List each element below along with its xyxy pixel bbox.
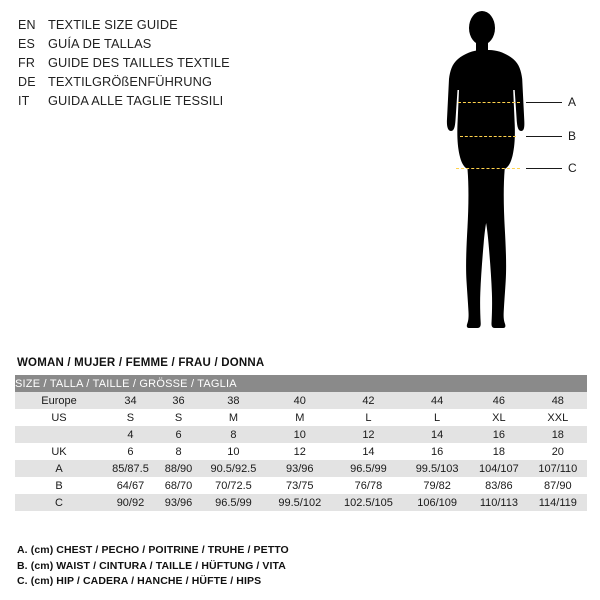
table-cell: 18 bbox=[469, 443, 529, 460]
table-row bbox=[15, 477, 587, 494]
table-row bbox=[15, 409, 587, 426]
table-cell: 90/92 bbox=[103, 494, 158, 511]
table-cell: XL bbox=[469, 409, 529, 426]
language-title: TEXTILGRÖßENFÜHRUNG bbox=[48, 74, 212, 89]
table-cell: 46 bbox=[469, 392, 529, 409]
table-cell: 38 bbox=[199, 392, 268, 409]
table-row bbox=[15, 443, 587, 460]
table-cell: 40 bbox=[268, 392, 332, 409]
language-row bbox=[18, 92, 318, 110]
measurement-notes bbox=[17, 543, 577, 590]
female-silhouette-icon bbox=[430, 6, 590, 376]
marker-line-c bbox=[526, 168, 562, 169]
row-label: Europe bbox=[15, 392, 103, 409]
language-title: GUIDA ALLE TAGLIE TESSILI bbox=[48, 93, 224, 108]
row-label: C bbox=[15, 494, 103, 511]
table-cell: 107/110 bbox=[529, 460, 587, 477]
table-cell: 12 bbox=[332, 426, 405, 443]
marker-label-c: C bbox=[568, 161, 577, 175]
row-label: UK bbox=[15, 443, 103, 460]
marker-label-b: B bbox=[568, 129, 577, 143]
table-cell: 14 bbox=[332, 443, 405, 460]
note-chest: A. (cm) CHEST / PECHO / POITRINE / TRUHE / PETTO bbox=[17, 544, 289, 556]
table-header-cell: SIZE / TALLA / TAILLE / GRÖSSE / TAGLIA bbox=[15, 375, 587, 392]
table-cell: 99.5/102 bbox=[268, 494, 332, 511]
table-cell: 102.5/105 bbox=[332, 494, 405, 511]
table-cell: 99.5/103 bbox=[405, 460, 469, 477]
table-cell: M bbox=[268, 409, 332, 426]
language-title-block bbox=[18, 16, 318, 111]
table-cell: 8 bbox=[199, 426, 268, 443]
table-cell: 8 bbox=[158, 443, 199, 460]
table-cell: 70/72.5 bbox=[199, 477, 268, 494]
table-cell: 6 bbox=[158, 426, 199, 443]
table-cell: 79/82 bbox=[405, 477, 469, 494]
note-hip: C. (cm) HIP / CADERA / HANCHE / HÜFTE / HIPS bbox=[17, 575, 262, 587]
row-label: US bbox=[15, 409, 103, 426]
size-table-section bbox=[15, 357, 587, 511]
table-cell: 83/86 bbox=[469, 477, 529, 494]
table-cell: 12 bbox=[268, 443, 332, 460]
language-title: GUIDE DES TAILLES TEXTILE bbox=[48, 55, 230, 70]
table-cell: 76/78 bbox=[332, 477, 405, 494]
table-row bbox=[15, 460, 587, 477]
language-title: TEXTILE SIZE GUIDE bbox=[48, 17, 178, 32]
table-cell: 48 bbox=[529, 392, 587, 409]
table-cell: M bbox=[199, 409, 268, 426]
table-cell: 104/107 bbox=[469, 460, 529, 477]
table-cell: 96.5/99 bbox=[332, 460, 405, 477]
body-figure bbox=[430, 6, 590, 376]
table-row bbox=[15, 426, 587, 443]
table-cell: 34 bbox=[103, 392, 158, 409]
language-row bbox=[18, 16, 318, 34]
language-code: IT bbox=[18, 94, 30, 108]
table-cell: 68/70 bbox=[158, 477, 199, 494]
language-code: DE bbox=[18, 75, 36, 89]
table-cell: 114/119 bbox=[529, 494, 587, 511]
table-cell: 93/96 bbox=[158, 494, 199, 511]
table-cell: 10 bbox=[199, 443, 268, 460]
marker-line-a bbox=[526, 102, 562, 103]
table-cell: 87/90 bbox=[529, 477, 587, 494]
table-cell: 16 bbox=[469, 426, 529, 443]
language-row bbox=[18, 73, 318, 91]
table-cell: 96.5/99 bbox=[199, 494, 268, 511]
table-cell: 64/67 bbox=[103, 477, 158, 494]
table-cell: S bbox=[158, 409, 199, 426]
table-cell: 18 bbox=[529, 426, 587, 443]
table-row bbox=[15, 494, 587, 511]
table-row bbox=[15, 392, 587, 409]
table-header-row bbox=[15, 375, 587, 392]
table-cell: 14 bbox=[405, 426, 469, 443]
table-cell: L bbox=[405, 409, 469, 426]
table-cell: 44 bbox=[405, 392, 469, 409]
table-cell: 110/113 bbox=[469, 494, 529, 511]
table-cell: 20 bbox=[529, 443, 587, 460]
table-cell: 93/96 bbox=[268, 460, 332, 477]
table-cell: 73/75 bbox=[268, 477, 332, 494]
table-cell: S bbox=[103, 409, 158, 426]
table-cell: 6 bbox=[103, 443, 158, 460]
language-row bbox=[18, 35, 318, 53]
size-table bbox=[15, 375, 587, 511]
measure-line-hip bbox=[456, 168, 520, 169]
table-cell: XXL bbox=[529, 409, 587, 426]
measure-line-waist bbox=[460, 136, 516, 137]
table-cell: 4 bbox=[103, 426, 158, 443]
table-cell: 106/109 bbox=[405, 494, 469, 511]
row-label bbox=[15, 426, 103, 443]
language-code: ES bbox=[18, 37, 36, 51]
table-cell: 16 bbox=[405, 443, 469, 460]
language-code: FR bbox=[18, 56, 36, 70]
table-cell: 88/90 bbox=[158, 460, 199, 477]
table-cell: L bbox=[332, 409, 405, 426]
marker-line-b bbox=[526, 136, 562, 137]
table-cell: 90.5/92.5 bbox=[199, 460, 268, 477]
language-title: GUÍA DE TALLAS bbox=[48, 36, 152, 51]
row-label: B bbox=[15, 477, 103, 494]
row-label: A bbox=[15, 460, 103, 477]
table-cell: 36 bbox=[158, 392, 199, 409]
marker-label-a: A bbox=[568, 95, 577, 109]
table-caption: WOMAN / MUJER / FEMME / FRAU / DONNA bbox=[17, 357, 265, 369]
table-cell: 10 bbox=[268, 426, 332, 443]
table-cell: 42 bbox=[332, 392, 405, 409]
measure-line-chest bbox=[458, 102, 520, 103]
language-row bbox=[18, 54, 318, 72]
language-code: EN bbox=[18, 18, 36, 32]
table-cell: 85/87.5 bbox=[103, 460, 158, 477]
note-waist: B. (cm) WAIST / CINTURA / TAILLE / HÜFTUNG / VITA bbox=[17, 559, 286, 572]
